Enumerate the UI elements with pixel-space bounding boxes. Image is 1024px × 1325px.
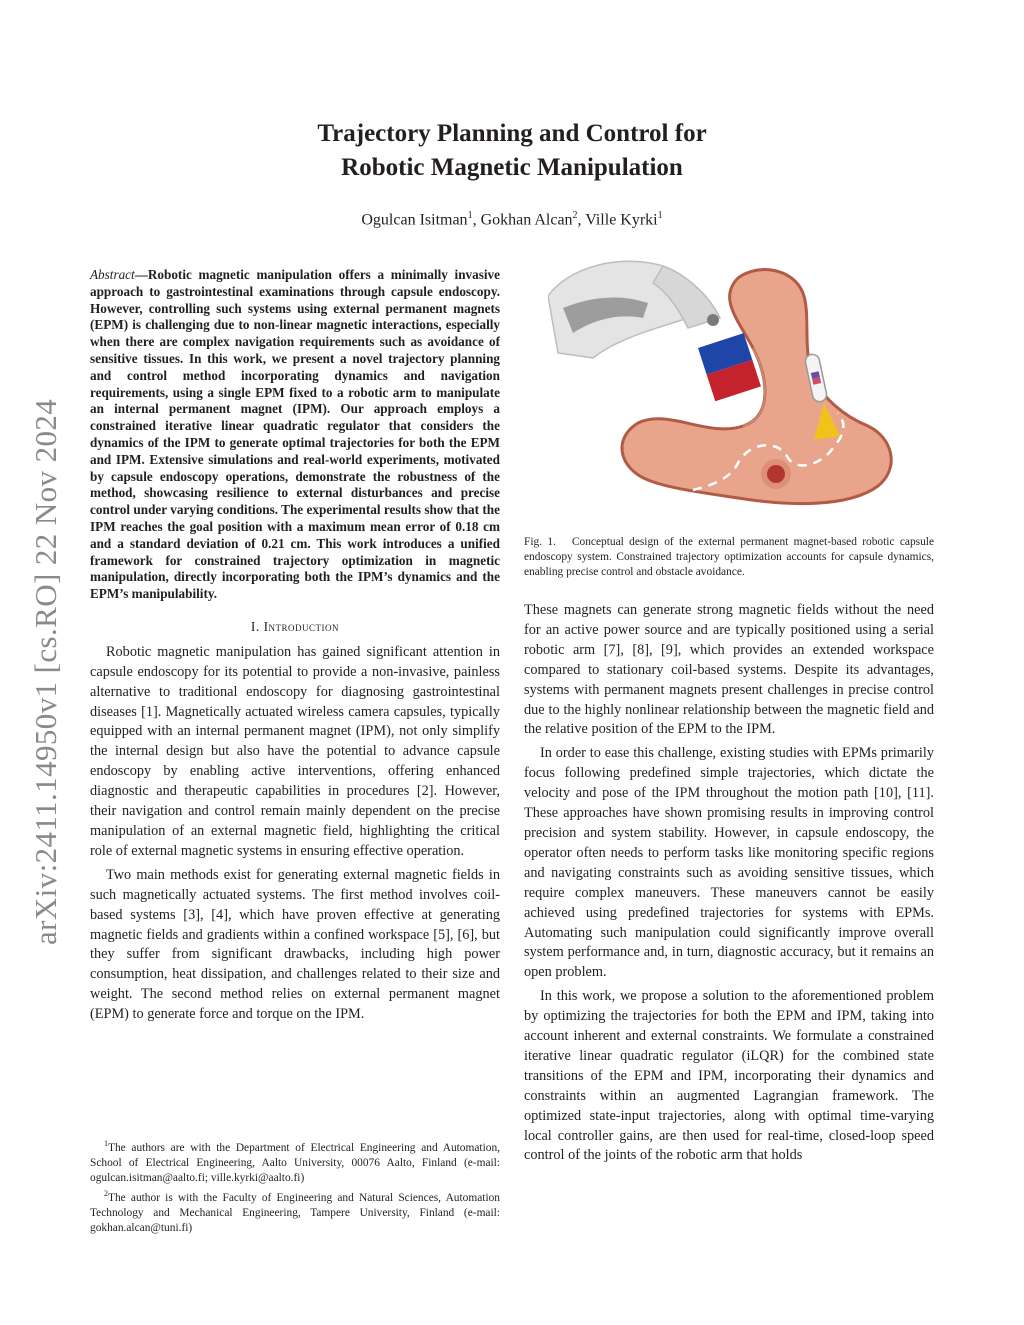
footnote-text: The author is with the Faculty of Engineering and Natural Sciences, Automation Technology and Mechanical Engineering, Tampere University, Finland (e-mail: gokhan.alcan@tuni.fi): [90, 1191, 500, 1234]
author-separator: ,: [577, 211, 586, 229]
title-line-2: Robotic Magnetic Manipulation: [341, 154, 683, 181]
figure-caption: [524, 535, 934, 581]
left-column: [90, 267, 500, 1029]
abstract-text: Robotic magnetic manipulation offers a minimally invasive approach to gastrointestinal examinations through capsule endoscopy. However, controlling such systems using external permanent magnets (EPM) is challenging due to non-linear magnetic interactions, especially when there are complex navigation requirements such as avoidance of sensitive tissues. In this work, we present a novel trajectory planning and control method incorporating dynamics and navigation requirements, using a single EPM fixed to a robotic arm to manipulate an internal permanent magnet (IPM). Our approach employs a constrained iterative linear quadratic regulator that considers the dynamics of the IPM to generate optimal trajectories for both the EPM and IPM. Extensive simulations and real-world experiments, motivated by capsule endoscopy operations, demonstrate the robustness of the method, showcasing resilience to external disturbances and precise control under varying conditions. The experimental results show that the IPM reaches the goal position with a maximum mean error of 0.18 cm and a standard deviation of 0.21 cm. This work introduces a unified framework for constrained trajectory optimization in magnetic manipulation, directly incorporating both the IPM’s dynamics and the EPM’s manipulability.: [90, 267, 500, 602]
footnotes: [90, 1136, 500, 1236]
footnote-mark: 1: [104, 1139, 108, 1148]
footnote-mark: 2: [104, 1188, 108, 1198]
abstract-dash: —: [134, 267, 148, 282]
section-heading-introduction: [90, 617, 500, 637]
author-name: Ville Kyrki: [585, 211, 658, 229]
author-list: [0, 210, 1024, 229]
section-number: I.: [250, 618, 260, 634]
author-name: Gokhan Alcan: [480, 211, 573, 229]
figure-label: Fig. 1.: [524, 536, 556, 548]
figure-caption-text: Conceptual design of the external permanent magnet-based robotic capsule endoscopy system. Constrained trajectory optimization accounts for capsule dynamics, enabling precise control and obstacle avoidance.: [524, 536, 935, 579]
paragraph: Two main methods exist for generating external magnetic fields in such magnetically actuated systems. The first method involves coil-based systems [3], [4], which have proven effective at generating magnetic fields and gradients within a confined workspace [5], [6], but they suffer from significant drawbacks, including high power consumption, heat dissipation, and challenges related to their size and weight. The second method relies on external permanent magnet (EPM) to generate force and torque on the IPM.: [90, 866, 500, 1023]
author-affiliation-mark: 2: [572, 210, 578, 221]
right-column: [524, 601, 934, 1170]
author-name: Ogulcan Isitman: [361, 211, 468, 229]
footnote: [90, 1186, 500, 1236]
paper-title: [0, 117, 1024, 185]
section-title: Introduction: [263, 618, 340, 634]
robotic-arm: [548, 261, 720, 358]
sensitive-tissue-lesion-halo: [761, 459, 791, 489]
paragraph: In this work, we propose a solution to the aforementioned problem by optimizing the trajectories for both the EPM and IPM, taking into account inherent and external constraints. We formulate a constrained iterative linear quadratic regulator (iLQR) for the combined state transitions of the EPM and IPM, incorporating their dynamics and constraints within an augmented Lagrangian framework. The optimized state-input trajectories, along with optimal time-varying local controller gains, are then used for real-time, closed-loop speed control of the joints of the robotic arm that holds: [524, 988, 934, 1164]
author-separator: ,: [472, 211, 481, 229]
author-affiliation-mark: 1: [657, 210, 663, 221]
paragraph: Robotic magnetic manipulation has gained significant attention in capsule endoscopy for its potential to provide a non-invasive, painless alternative to traditional endoscopy for diagnosing gastrointestinal diseases [1]. Magnetically actuated wireless camera capsules, typically equipped with an internal permanent magnet (IPM), not only simplify the internal design but also have the potential to advance capsule endoscopy by enabling active interventions, offering enhanced diagnostic and therapeutic capabilities in procedures [2]. However, their navigation and control remain mainly dependent on the precise manipulation of an external magnetic field, highlighting the critical role of external magnetic systems in ensuring effective operation.: [90, 643, 500, 859]
footnote: [90, 1136, 500, 1186]
figure-1-illustration: [548, 258, 908, 520]
abstract-label: Abstract: [90, 267, 135, 282]
paragraph: These magnets can generate strong magnetic fields without the need for an active power source and are typically positioned using a serial robotic arm [7], [8], [9], which provides an extended workspace compared to stationary coil-based systems. Despite its advantages, systems with permanent magnets present challenges in precise control due to the highly nonlinear relationship between the magnetic field and the relative position of the EPM to the IPM.: [524, 602, 934, 738]
abstract: [90, 267, 500, 603]
arxiv-identifier-stamp: arXiv:2411.14950v1 [cs.RO] 22 Nov 2024: [28, 398, 63, 945]
paragraph: In order to ease this challenge, existing studies with EPMs primarily focus following predefined simple trajectories, which dictate the velocity and pose of the IPM throughout the motion path [10], [11]. These approaches have shown promising results in improving control precision and system stability. However, in capsule endoscopy, the operator often needs to perform tasks like monitoring specific regions and navigating constraints such as avoiding sensitive tissues, which require complex maneuvers. These maneuvers cannot be easily achieved using predefined trajectories for systems with EPMs. Automating such manipulation could significantly improve overall system performance and, in turn, diagnostic accuracy, but it remains an open problem.: [524, 745, 934, 981]
footnote-text: The authors are with the Department of Electrical Engineering and Automation, School of Electrical Engineering, Aalto University, 00076 Aalto, Finland (e-mail: ogulcan.isitman@aalto.fi; ville.kyrki@aalto.fi): [90, 1141, 500, 1184]
title-line-1: Trajectory Planning and Control for: [317, 120, 707, 147]
author-affiliation-mark: 1: [467, 210, 473, 221]
